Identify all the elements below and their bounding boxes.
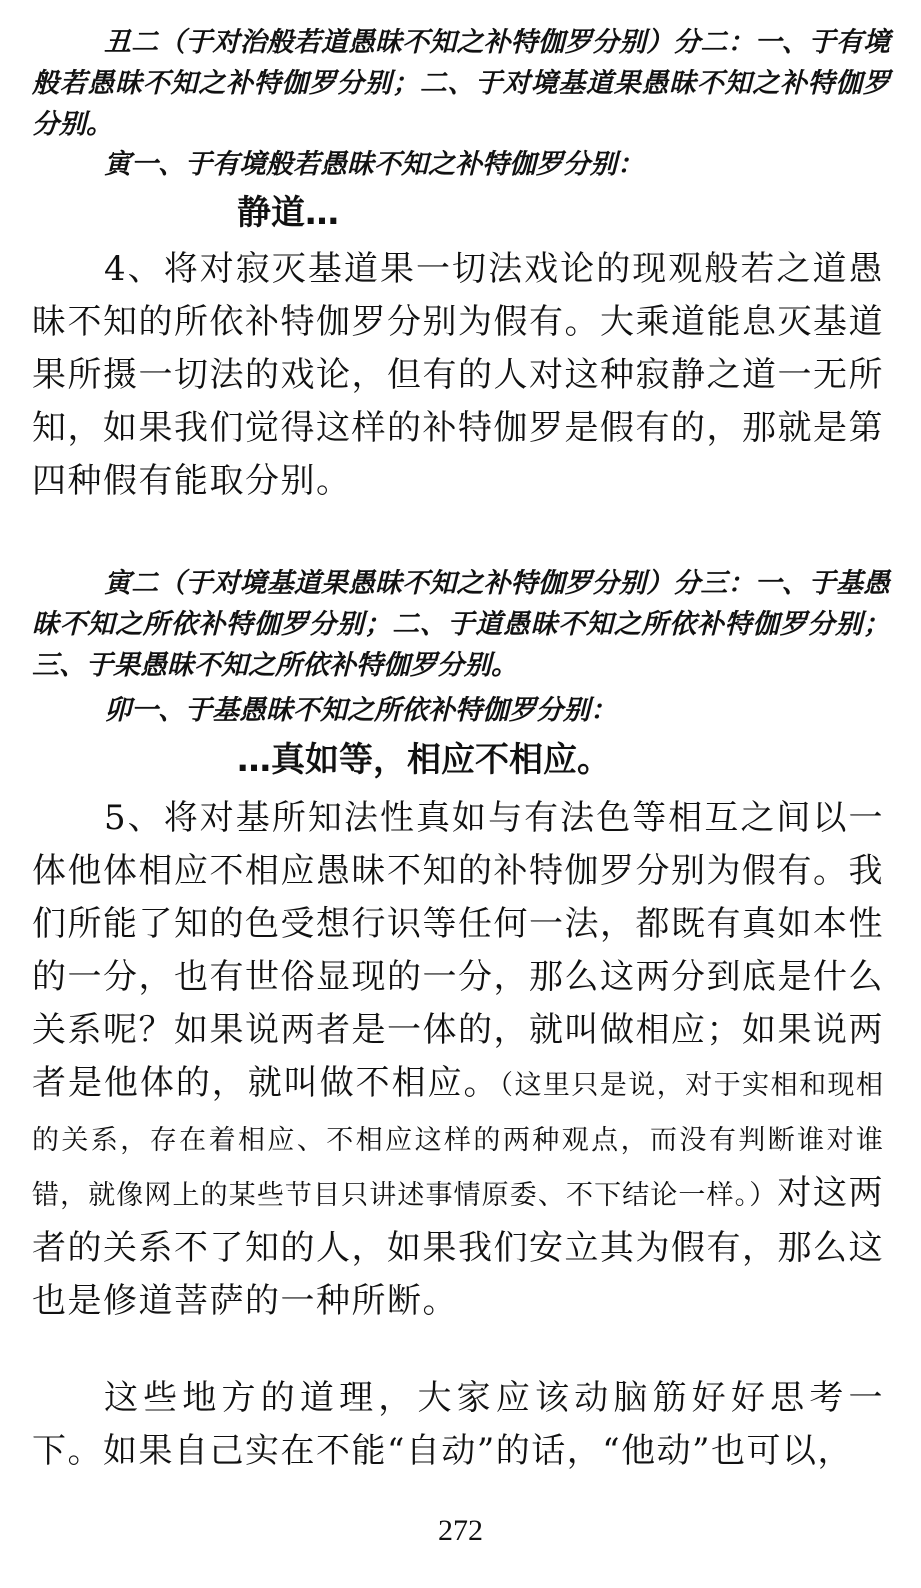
root-text-1: 静道… <box>237 193 339 233</box>
root-text-2: …真如等，相应不相应。 <box>237 740 611 780</box>
paragraph-5 <box>32 792 884 1328</box>
outline-mao1 <box>32 690 890 731</box>
outline-yin2-heading: 寅二（于对境基道果愚昧不知之补特伽罗分别）分三： <box>104 568 755 599</box>
page-number: 272 <box>438 1514 483 1547</box>
outline-yin2-items: 一、于基愚昧不知之所依补特伽罗分别；二、于道愚昧不知之所依补特伽罗分别；三、于果愚昧不知之所依补特伽罗分别。 <box>32 568 891 681</box>
outline-chou2 <box>32 22 890 145</box>
paragraph-5-main: 5、将对基所知法性真如与有法色等相互之间以一体他体相应不相应愚昧不知的补特伽罗分别为假有。我们所能了知的色受想行识等任何一法，都既有真如本性的一分，也有世俗显现的一分，那么这两分到底是什么关系呢？如果说两者是一体的，就叫做相应；如果说两者是他体的，就叫做不相应。 <box>32 798 884 1103</box>
outline-mao1-heading: 卯一、于基愚昧不知之所依补特伽罗分别： <box>104 695 617 726</box>
outline-yin1 <box>32 144 890 185</box>
outline-chou2-heading: 丑二（于对治般若道愚昧不知之补特伽罗分别）分二： <box>104 27 755 58</box>
paragraph-4: 4、将对寂灭基道果一切法戏论的现观般若之道愚昧不知的所依补特伽罗分别为假有。大乘道能息灭基道果所摄一切法的戏论，但有的人对这种寂静之道一无所知，如果我们觉得这样的补特伽罗是假有的，那就是第四种假有能取分别。 <box>32 249 884 501</box>
outline-yin1-heading: 寅一、于有境般若愚昧不知之补特伽罗分别： <box>104 149 644 180</box>
outline-chou2-items: 一、于有境般若愚昧不知之补特伽罗分别；二、于对境基道果愚昧不知之补特伽罗分别。 <box>32 27 891 140</box>
paragraph-5-note: （这里只是说，对于实相和现相的关系，存在着相应、不相应这样的两种观点，而没有判断谁对谁错，就像网上的某些节目只讲述事情原委、不下结论一样。） <box>32 1070 884 1211</box>
paragraph-6: 这些地方的道理，大家应该动脑筋好好思考一下。如果自己实在不能“自动”的话，“他动”也可以， <box>32 1378 884 1471</box>
paragraph-5-tail: 对这两者的关系不了知的人，如果我们安立其为假有，那么这也是修道菩萨的一种所断。 <box>32 1173 885 1321</box>
outline-yin2 <box>32 563 890 686</box>
